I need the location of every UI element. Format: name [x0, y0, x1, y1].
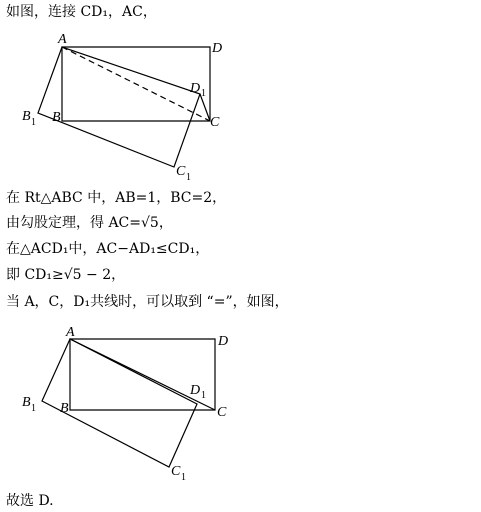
text-line-2: 由勾股定理，得 AC=√5，: [6, 215, 173, 231]
label-c1: C: [171, 464, 181, 479]
label-d1-sub: 1: [201, 88, 206, 99]
label-d: D: [212, 41, 223, 56]
text-line-4: 即 CD₁≥√5 − 2，: [6, 267, 126, 283]
label-a: A: [66, 325, 75, 340]
label-b1-sub: 1: [31, 403, 36, 414]
label-c1: C: [176, 164, 186, 179]
dashed-ac: [62, 47, 210, 121]
text-line-1: 在 Rt△ABC 中，AB=1，BC=2，: [6, 190, 227, 206]
figure-2: [0, 322, 481, 492]
label-d: D: [218, 334, 229, 349]
label-d1: D: [190, 81, 201, 96]
segment-ac: [70, 339, 215, 410]
label-b1: B: [22, 395, 31, 410]
conclusion-text: 故选 D.: [6, 493, 54, 509]
text-line-5: 当 A，C，D₁共线时，可以取到 “=”，如图，: [6, 294, 289, 310]
label-c: C: [210, 115, 220, 130]
label-c: C: [217, 405, 227, 420]
label-c1-sub: 1: [186, 172, 191, 183]
figure-1: [0, 30, 481, 210]
text-line-3: 在△ACD₁中，AC−AD₁≤CD₁，: [6, 241, 210, 257]
label-b: B: [52, 110, 61, 125]
label-a: A: [58, 32, 67, 47]
intro-text: 如图，连接 CD₁，AC，: [6, 4, 157, 20]
label-d1-sub: 1: [201, 390, 206, 401]
label-b1-sub: 1: [31, 117, 36, 128]
label-b1: B: [22, 109, 31, 124]
label-d1: D: [190, 383, 201, 398]
label-c1-sub: 1: [181, 472, 186, 483]
label-b: B: [60, 401, 69, 416]
